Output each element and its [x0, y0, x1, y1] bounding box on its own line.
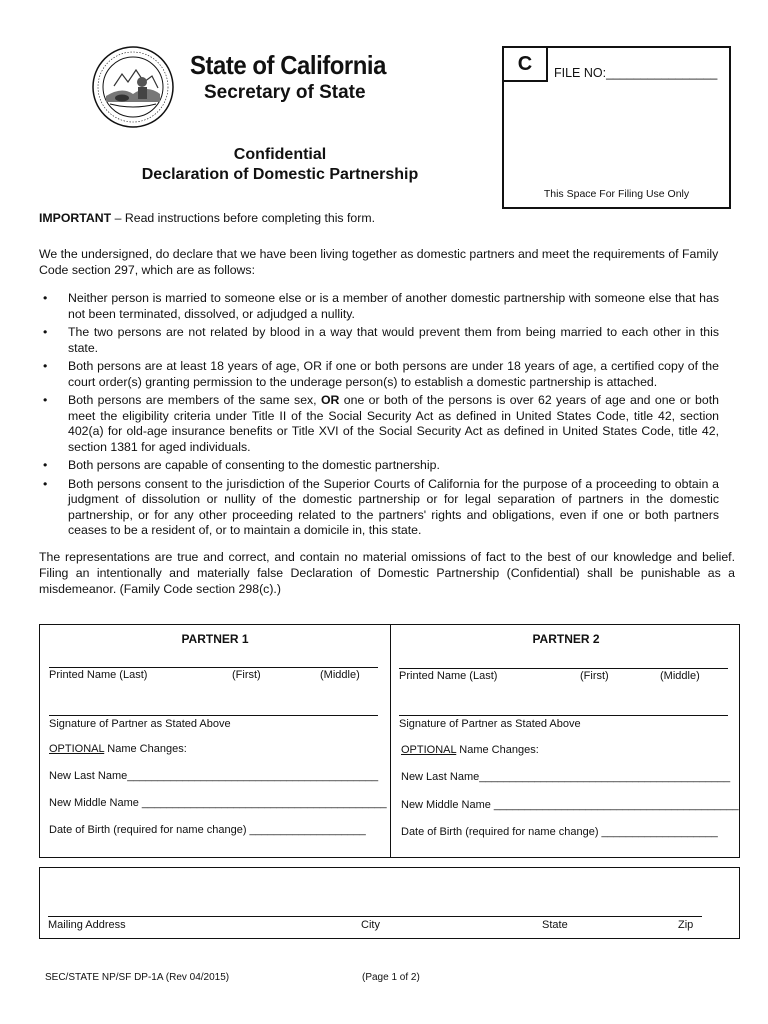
- partner-1-column: [40, 625, 390, 857]
- office-subtitle: Secretary of State: [204, 82, 366, 103]
- list-item: • Both persons consent to the jurisdiction of the Superior Courts of California for the purpose of a proceeding to obtain a judgment of dissolution or nullity of the domestic partnership or for legal separation of partners in the domestic partnership, or for any other proceeding related to the partners' rights and obligations, even if one or both partners ceases to be a resident of, or to maintain a domicile in, this state.: [43, 476, 719, 537]
- bullet-icon: •: [43, 393, 48, 407]
- file-number-field[interactable]: FILE NO:________________: [554, 66, 718, 80]
- optional-name-changes: OPTIONAL Name Changes:: [401, 744, 539, 756]
- bullet-icon: •: [43, 359, 48, 373]
- partner-2-heading: PARTNER 2: [532, 632, 600, 646]
- printed-name-last-label: Printed Name (Last): [49, 669, 148, 681]
- form-id: SEC/STATE NP/SF DP-1A (Rev 04/2015): [45, 972, 230, 983]
- new-middle-name-field[interactable]: New Middle Name ________________________________________: [49, 797, 387, 809]
- partner-1-heading: PARTNER 1: [181, 632, 249, 646]
- important-label: IMPORTANT: [39, 211, 112, 225]
- page-number: (Page 1 of 2): [362, 972, 420, 983]
- signature-label: Signature of Partner as Stated Above: [399, 718, 581, 730]
- printed-name-first-label: (First): [232, 669, 261, 681]
- form-title-line2: Declaration of Domestic Partnership: [141, 166, 419, 183]
- important-notice: [39, 210, 735, 226]
- bullet-icon: •: [43, 458, 48, 472]
- representations-paragraph: The representations are true and correct, and contain no material omissions of fact to the best of our knowledge and belief. Filing an intentionally and materially false Declaration of Domestic Partnership (Confidential) shall be punishable as a misdemeanor. (Family Code section 298(c).): [39, 550, 735, 596]
- printed-name-middle-label: (Middle): [320, 669, 360, 681]
- list-item: • Both persons are at least 18 years of age, OR if one or both persons are under 18 years of age, a certified copy of the court order(s) granting permission to the underage person(s) to establish a domestic partnership is attached.: [43, 359, 719, 389]
- printed-name-first-label: (First): [580, 670, 609, 682]
- form-title-line1: Confidential: [233, 146, 327, 163]
- list-item: • Both persons are members of the same sex, OR one or both of the persons is over 62 years of age and one or both meet the eligibility criteria under Title II of the Social Security Act as defined in United States Code, title 42, section 402(a) for old-age insurance benefits or Title XVI of the Social Security Act as defined in United States Code, title 42, section 1381 for aged individuals.: [43, 393, 719, 454]
- form-code-box: C: [502, 46, 548, 82]
- list-item: • The two persons are not related by blood in a way that would prevent them from being married to each other in this state.: [43, 325, 719, 355]
- new-last-name-field[interactable]: New Last Name_________________________________________: [49, 770, 379, 782]
- bullet-icon: •: [43, 476, 48, 491]
- new-middle-name-field[interactable]: New Middle Name ________________________________________: [401, 799, 739, 811]
- state-title: State of California: [190, 50, 386, 80]
- great-seal-of-california-icon: [92, 46, 174, 128]
- mailing-address-label: Mailing Address: [48, 919, 126, 931]
- printed-name-last-label: Printed Name (Last): [399, 670, 498, 682]
- state-label: State: [542, 919, 568, 931]
- address-line[interactable]: [48, 916, 702, 917]
- city-label: City: [361, 919, 380, 931]
- signature-line[interactable]: [399, 715, 728, 716]
- intro-paragraph: We the undersigned, do declare that we have been living together as domestic partners and meet the requirements of Family Code section 297, which are as follows:: [39, 247, 719, 277]
- signature-label: Signature of Partner as Stated Above: [49, 718, 231, 730]
- printed-name-line[interactable]: [49, 667, 378, 668]
- signature-line[interactable]: [49, 715, 378, 716]
- date-of-birth-field[interactable]: Date of Birth (required for name change) ___________________: [401, 826, 718, 838]
- bullet-icon: •: [43, 325, 48, 339]
- optional-name-changes: OPTIONAL Name Changes:: [49, 743, 187, 755]
- printed-name-middle-label: (Middle): [660, 670, 700, 682]
- filing-use-note: This Space For Filing Use Only: [543, 188, 690, 200]
- partners-section: [39, 624, 740, 858]
- printed-name-line[interactable]: [399, 668, 728, 669]
- list-item: • Neither person is married to someone else or is a member of another domestic partnership with someone else that has not been terminated, dissolved, or adjudged a nullity.: [43, 291, 719, 321]
- mailing-address-section: [39, 867, 740, 939]
- filing-box: [502, 46, 731, 209]
- zip-label: Zip: [678, 919, 694, 931]
- bullet-icon: •: [43, 291, 48, 305]
- partner-2-column: [391, 625, 741, 857]
- date-of-birth-field[interactable]: Date of Birth (required for name change) ___________________: [49, 824, 366, 836]
- new-last-name-field[interactable]: New Last Name_________________________________________: [401, 771, 731, 783]
- list-item: • Both persons are capable of consenting to the domestic partnership.: [43, 458, 440, 472]
- requirements-list: [39, 291, 719, 542]
- important-text: – Read instructions before completing this form.: [111, 211, 376, 225]
